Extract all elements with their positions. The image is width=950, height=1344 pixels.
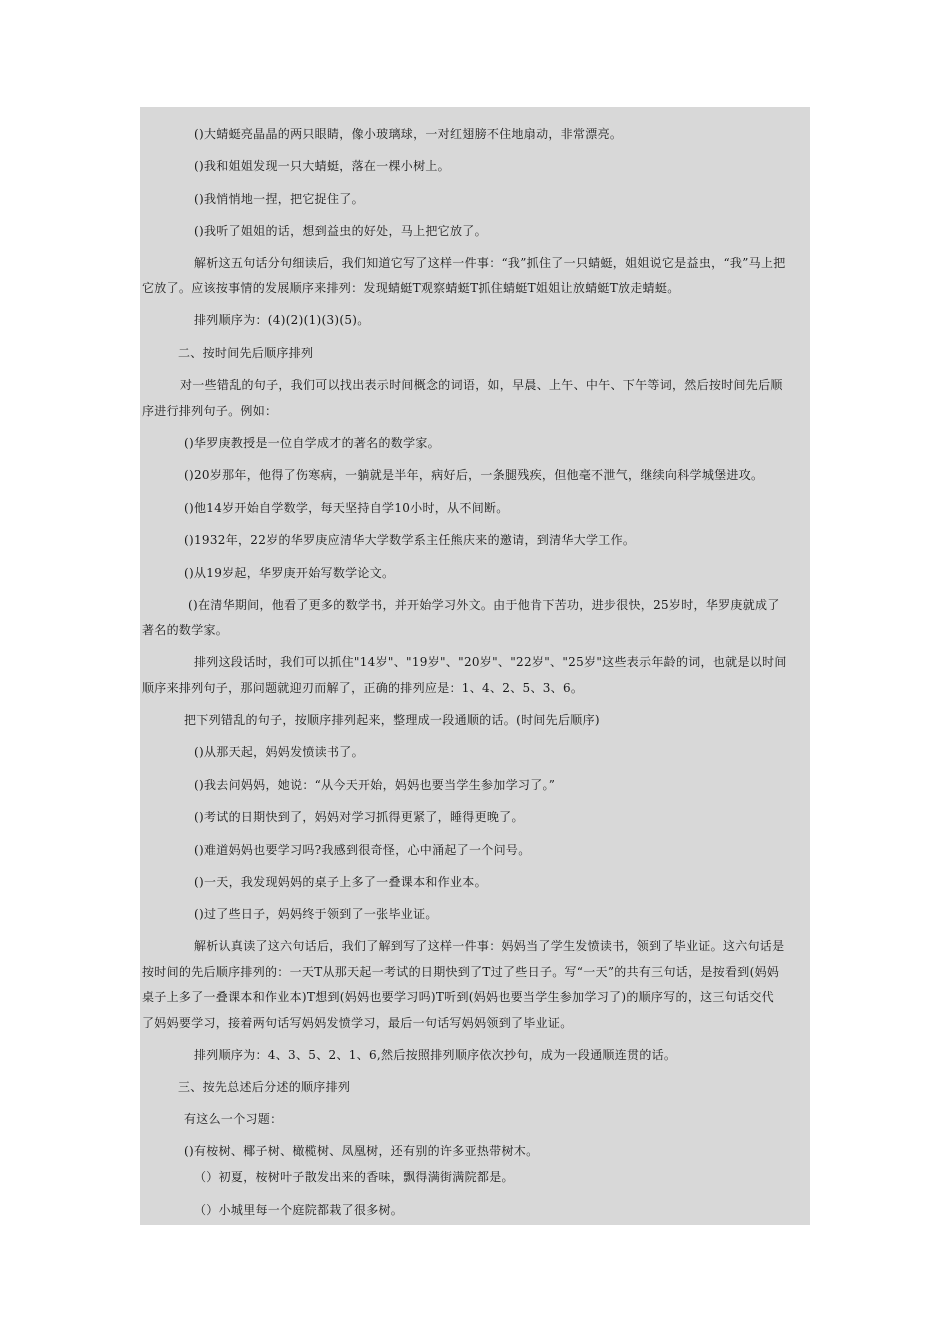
text-line: ()有桉树、椰子树、橄榄树、凤凰树，还有别的许多亚热带树木。 (184, 1144, 539, 1158)
text-line: ()大蜻蜓亮晶晶的两只眼睛，像小玻璃球，一对红翅膀不住地扇动，非常漂亮。 (194, 127, 623, 141)
section-heading: 二、按时间先后顺序排列 (178, 346, 314, 360)
text-line: 了妈妈要学习，接着两句话写妈妈发愤学习，最后一句话写妈妈领到了毕业证。 (142, 1016, 573, 1030)
text-line: 排列顺序为：4、3、5、2、1、6,然后按照排列顺序依次抄句，成为一段通顺连贯的话。 (194, 1048, 677, 1062)
text-line: 把下列错乱的句子，按顺序排列起来，整理成一段通顺的话。(时间先后顺序) (184, 713, 600, 727)
document-page (140, 107, 810, 1225)
text-line: 著名的数学家。 (142, 623, 229, 637)
text-line: ()我和姐姐发现一只大蜻蜓，落在一棵小树上。 (194, 159, 450, 173)
text-line: 对一些错乱的句子，我们可以找出表示时间概念的词语，如，早晨、上午、中午、下午等词，然后按时间先后顺 (180, 378, 783, 392)
text-line: ()他14岁开始自学数学，每天坚持自学10小时，从不间断。 (184, 501, 509, 515)
text-line: ()一天，我发现妈妈的桌子上多了一叠课本和作业本。 (194, 875, 487, 889)
text-line: ()20岁那年，他得了伤寒病，一躺就是半年，病好后，一条腿残疾，但他毫不泄气，继续向科学城堡进攻。 (184, 468, 764, 482)
text-line: ()考试的日期快到了，妈妈对学习抓得更紧了，睡得更晚了。 (194, 810, 524, 824)
text-line: 顺序来排列句子，那问题就迎刃而解了，正确的排列应是：1、4、2、5、3、6。 (142, 681, 584, 695)
text-line: 有这么一个习题： (184, 1112, 283, 1126)
text-line: ()我听了姐姐的话，想到益虫的好处，马上把它放了。 (194, 224, 487, 238)
text-line: 按时间的先后顺序排列的：一天T从那天起一考试的日期快到了T过了些日子。写“一天”的共有三句话，是按看到(妈妈 (142, 965, 780, 979)
text-line: 解析这五句话分句细读后，我们知道它写了这样一件事：“我”抓住了一只蜻蜓，姐姐说它是益虫，“我”马上把 (194, 256, 786, 270)
text-line: ()1932年，22岁的华罗庚应清华大学数学系主任熊庆来的邀请，到清华大学工作。 (184, 533, 636, 547)
text-line: ()我去问妈妈，她说：“从今天开始，妈妈也要当学生参加学习了。” (194, 778, 556, 792)
section-heading: 三、按先总述后分述的顺序排列 (178, 1080, 351, 1094)
text-line: ()我悄悄地一捏，把它捉住了。 (194, 192, 364, 206)
text-line: 排列这段话时，我们可以抓住"14岁"、"19岁"、"20岁"、"22岁"、"25岁"这些表示年龄的词，也就是以时间 (194, 655, 787, 669)
text-line: 它放了。应该按事情的发展顺序来排列：发现蜻蜓T观察蜻蜓T抓住蜻蜓T姐姐让放蜻蜓T放走蜻蜓。 (142, 281, 680, 295)
text-line: 桌子上多了一叠课本和作业本)T想到(妈妈也要学习吗)T听到(妈妈也要当学生参加学习了)的顺序写的，这三句话交代 (142, 990, 774, 1004)
text-line: 解析认真读了这六句话后，我们了解到写了这样一件事：妈妈当了学生发愤读书，领到了毕业证。这六句话是 (194, 939, 785, 953)
text-line: ()华罗庚教授是一位自学成才的著名的数学家。 (184, 436, 440, 450)
text-line: ()从那天起，妈妈发愤读书了。 (194, 745, 364, 759)
text-line: 排列顺序为：(4)(2)(1)(3)(5)。 (194, 313, 370, 327)
text-line: ()难道妈妈也要学习吗?我感到很奇怪，心中涌起了一个问号。 (194, 843, 531, 857)
text-line: （）小城里每一个庭院都栽了很多树。 (194, 1203, 404, 1217)
text-line: （）初夏，桉树叶子散发出来的香味，飘得满街满院都是。 (194, 1170, 514, 1184)
text-line: ()在清华期间，他看了更多的数学书，并开始学习外文。由于他肯下苦功，进步很快，25岁时，华罗庚就成了 (188, 598, 780, 612)
text-line: ()从19岁起，华罗庚开始写数学论文。 (184, 566, 395, 580)
text-line: ()过了些日子，妈妈终于领到了一张毕业证。 (194, 907, 438, 921)
text-line: 序进行排列句子。例如： (142, 404, 278, 418)
